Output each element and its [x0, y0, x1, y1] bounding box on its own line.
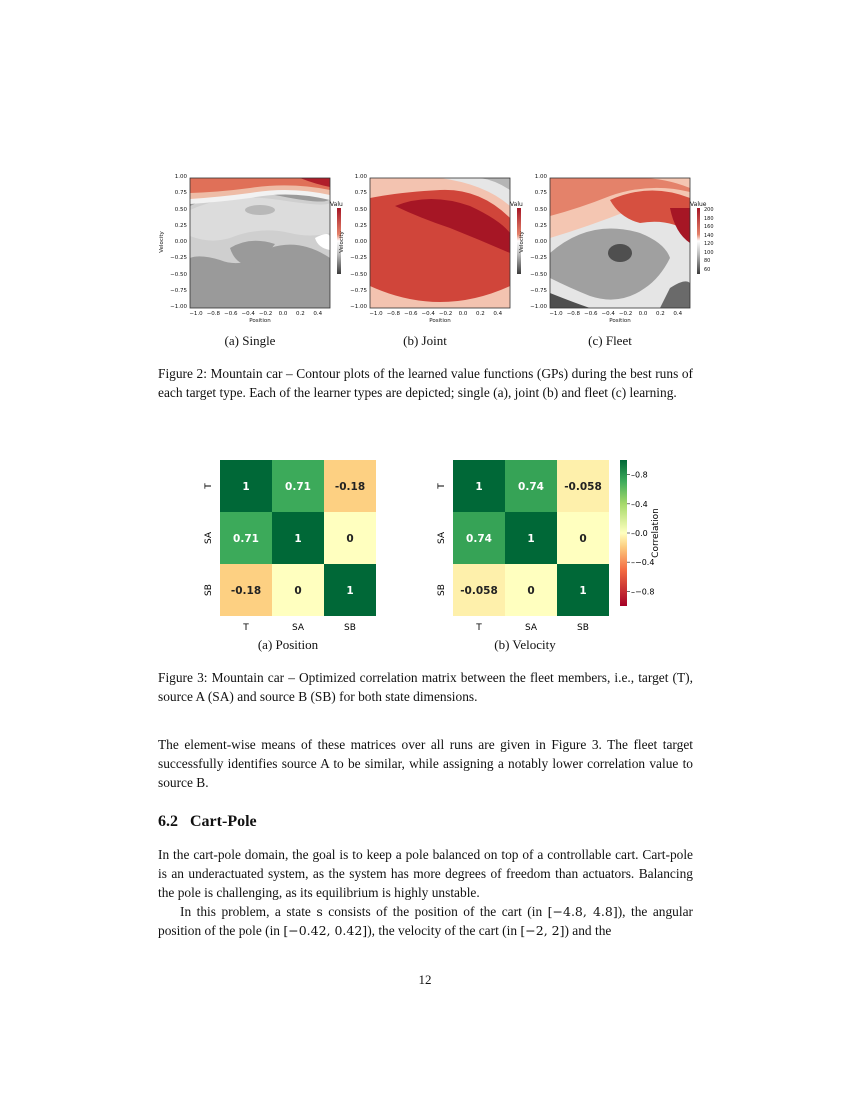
heatmap-value-label: 0 — [346, 533, 354, 545]
x-tick-label: −0.6 — [224, 311, 238, 317]
x-tick-label: 0.0 — [638, 311, 648, 317]
colorbar-tick-label: –0.4 — [631, 499, 648, 509]
y-tick-label: 0.25 — [354, 222, 367, 229]
x-tick-label: −0.2 — [438, 311, 453, 317]
heatmap-value-label: 1 — [294, 533, 302, 545]
subcaption-position: (a) Position — [257, 637, 319, 652]
y-tick-label: 0.50 — [534, 206, 547, 213]
subcaption-velocity: (b) Velocity — [494, 637, 556, 652]
y-tick-label: −1.00 — [350, 304, 367, 310]
colorbar-tick-label: –0.8 — [631, 470, 648, 480]
x-axis-label: Position — [249, 318, 271, 324]
y-tick-label: −0.75 — [530, 287, 547, 294]
y-tick-label: 1.00 — [174, 174, 187, 180]
y-tick-label: −0.50 — [170, 271, 187, 278]
colorbar-gradient — [620, 460, 627, 606]
heatmap-value-label: 0 — [294, 585, 302, 597]
y-tick-label: −0.50 — [530, 271, 547, 278]
heatmap-value-label: 0.74 — [518, 481, 544, 493]
y-tick-label: 0.25 — [174, 222, 187, 229]
x-tick-label: −0.4 — [421, 311, 435, 317]
subcaption-single: (a) Single — [224, 333, 276, 348]
y-tick-label: −0.25 — [350, 255, 367, 262]
heatmap-value-label: -0.18 — [334, 481, 366, 493]
colorbar-tick-label: –0.0 — [631, 529, 648, 538]
heatmap-row-label: SA — [437, 531, 447, 545]
y-tick-label: −0.75 — [170, 287, 187, 294]
x-tick-label: 0.4 — [493, 311, 503, 317]
page-number: 12 — [418, 972, 432, 987]
x-tick-label: 0.4 — [673, 311, 683, 317]
x-tick-label: −0.8 — [386, 311, 401, 317]
heatmap-row-label: SB — [437, 584, 447, 596]
y-tick-label: −1.00 — [170, 304, 187, 310]
heatmap-value-label: 1 — [475, 481, 483, 493]
x-tick-label: −0.8 — [566, 311, 581, 317]
y-tick-label: 0.25 — [534, 222, 547, 229]
figure-3-heatmaps — [195, 450, 675, 630]
heatmap-value-label: -0.058 — [460, 585, 498, 597]
y-tick-label: 1.00 — [354, 174, 367, 180]
x-tick-label: −0.6 — [404, 311, 418, 317]
correlation-colorbar — [620, 460, 661, 606]
x-tick-label: −0.4 — [601, 311, 615, 317]
heatmap-col-label: SA — [524, 623, 538, 630]
heatmap-value-label: 0 — [579, 533, 587, 545]
colorbar-tick-label: 80 — [704, 258, 711, 264]
heatmap-row-label: T — [437, 483, 447, 489]
heatmap-value-label: -0.18 — [230, 585, 262, 597]
heatmap-value-label: 0 — [527, 585, 535, 597]
heatmap-col-label: SB — [577, 623, 589, 630]
colorbar-tick-label: –−0.8 — [631, 587, 655, 597]
heatmap-col-label: T — [243, 623, 249, 630]
colorbar-tick-label: 100 — [704, 249, 714, 256]
contour-plot-fleet — [550, 178, 690, 308]
x-tick-label: 0.0 — [278, 311, 288, 317]
y-axis-label: Velocity — [159, 231, 165, 253]
heatmap-position — [204, 460, 376, 630]
x-tick-label: −1.0 — [369, 311, 383, 317]
x-tick-label: 0.2 — [656, 311, 665, 317]
figure-2-caption: Figure 2: Mountain car – Contour plots of the learned value functions (GPs) during the best runs of each target type. Each of the learner types are depicted; single (a), joint (b) and fleet (c) learning. — [158, 366, 693, 400]
heatmap-value-label: 0.71 — [285, 481, 311, 493]
heatmap-value-label: 1 — [579, 585, 587, 597]
colorbar-tick-label: 160 — [704, 224, 714, 230]
heatmap-value-label: 0.71 — [233, 533, 259, 545]
heatmap-value-label: -0.058 — [564, 481, 602, 493]
heatmap-col-label: SB — [344, 623, 356, 630]
subcaption-fleet: (c) Fleet — [588, 333, 632, 348]
heatmap-value-label: 1 — [242, 481, 250, 493]
x-axis-label: Position — [429, 318, 451, 324]
y-tick-label: 0.50 — [354, 206, 367, 213]
section-title: Cart-Pole — [190, 813, 257, 830]
heatmap-col-label: SA — [291, 623, 305, 630]
body-paragraph-2: In the cart-pole domain, the goal is to keep a pole balanced on top of a controllable cart. Cart-pole is an underactuated system, as the system has more degrees of freedom than actuators. Balancing the pole is challenging, as its equilibrium is highly unstable. — [158, 847, 693, 900]
colorbar-tick-label: 120 — [704, 241, 714, 247]
y-tick-label: −0.25 — [170, 255, 187, 262]
colorbar-tick-label: 140 — [704, 232, 714, 239]
y-tick-label: −0.75 — [350, 287, 367, 294]
colorbar-title-single: Valu — [330, 201, 343, 208]
x-tick-label: 0.0 — [458, 311, 468, 317]
x-tick-label: −0.2 — [258, 311, 273, 317]
colorbar-tick-label: –−0.4 — [631, 558, 655, 568]
colorbar-tick-label: 200 — [704, 207, 714, 213]
colorbar-title-fleet: Value — [690, 201, 707, 208]
y-tick-label: 0.75 — [534, 190, 547, 197]
figure-2-panels — [160, 168, 700, 328]
colorbar-fleet — [697, 208, 700, 274]
x-tick-label: −0.2 — [618, 311, 633, 317]
x-tick-label: 0.2 — [476, 311, 485, 317]
y-tick-label: 0.75 — [354, 190, 367, 197]
x-tick-label: 0.2 — [296, 311, 305, 317]
figure-3-caption: Figure 3: Mountain car – Optimized correlation matrix between the fleet members, i.e., target (T), source A (SA) and source B (SB) for both state dimensions. — [158, 670, 693, 704]
section-number: 6.2 — [158, 813, 178, 830]
y-tick-label: 0.50 — [174, 206, 187, 213]
y-tick-label: −0.25 — [530, 255, 547, 262]
y-tick-label: 0.00 — [354, 239, 367, 245]
x-tick-label: −1.0 — [189, 311, 203, 317]
heatmap-value-label: 1 — [527, 533, 535, 545]
y-tick-label: −0.50 — [350, 271, 367, 278]
colorbar-label: Correlation — [651, 508, 661, 558]
subcaption-joint: (b) Joint — [403, 333, 447, 348]
x-tick-label: −1.0 — [549, 311, 563, 317]
heatmap-col-label: T — [476, 623, 482, 630]
y-axis-label: Velocity — [339, 231, 345, 253]
heatmap-row-label: T — [204, 483, 214, 489]
heatmap-row-label: SA — [204, 531, 214, 545]
colorbar-title-joint: Valu — [510, 201, 523, 208]
x-tick-label: 0.4 — [313, 311, 323, 317]
y-tick-label: 0.00 — [534, 239, 547, 245]
heatmap-value-label: 0.74 — [466, 533, 492, 545]
colorbar-tick-label: 60 — [704, 266, 711, 273]
x-tick-label: −0.4 — [241, 311, 255, 317]
heatmap-velocity — [437, 460, 609, 630]
y-axis-label: Velocity — [519, 231, 525, 253]
y-tick-label: 0.75 — [174, 190, 187, 197]
y-tick-label: 0.00 — [174, 239, 187, 245]
body-paragraph-1: The element-wise means of these matrices over all runs are given in Figure 3. The fleet target successfully identifies source A to be similar, while assigning a notably lower correlation value to source B. — [158, 737, 693, 790]
contour-plot-single — [190, 178, 330, 308]
heatmap-row-label: SB — [204, 584, 214, 596]
y-tick-label: −1.00 — [530, 304, 547, 310]
section-heading — [158, 813, 257, 831]
x-tick-label: −0.6 — [584, 311, 598, 317]
colorbar-tick-label: 180 — [704, 215, 714, 222]
x-tick-label: −0.8 — [206, 311, 221, 317]
body-paragraph-3: In this problem, a state s consists of the position of the cart (in [−4.8, 4.8]), the angular position of the pole (in [−0.42, 0.42]), the velocity of the cart (in [−2, 2]) and the — [158, 904, 693, 938]
contour-plot-joint — [370, 178, 510, 308]
heatmap-value-label: 1 — [346, 585, 354, 597]
x-axis-label: Position — [609, 318, 631, 324]
y-tick-label: 1.00 — [534, 174, 547, 180]
